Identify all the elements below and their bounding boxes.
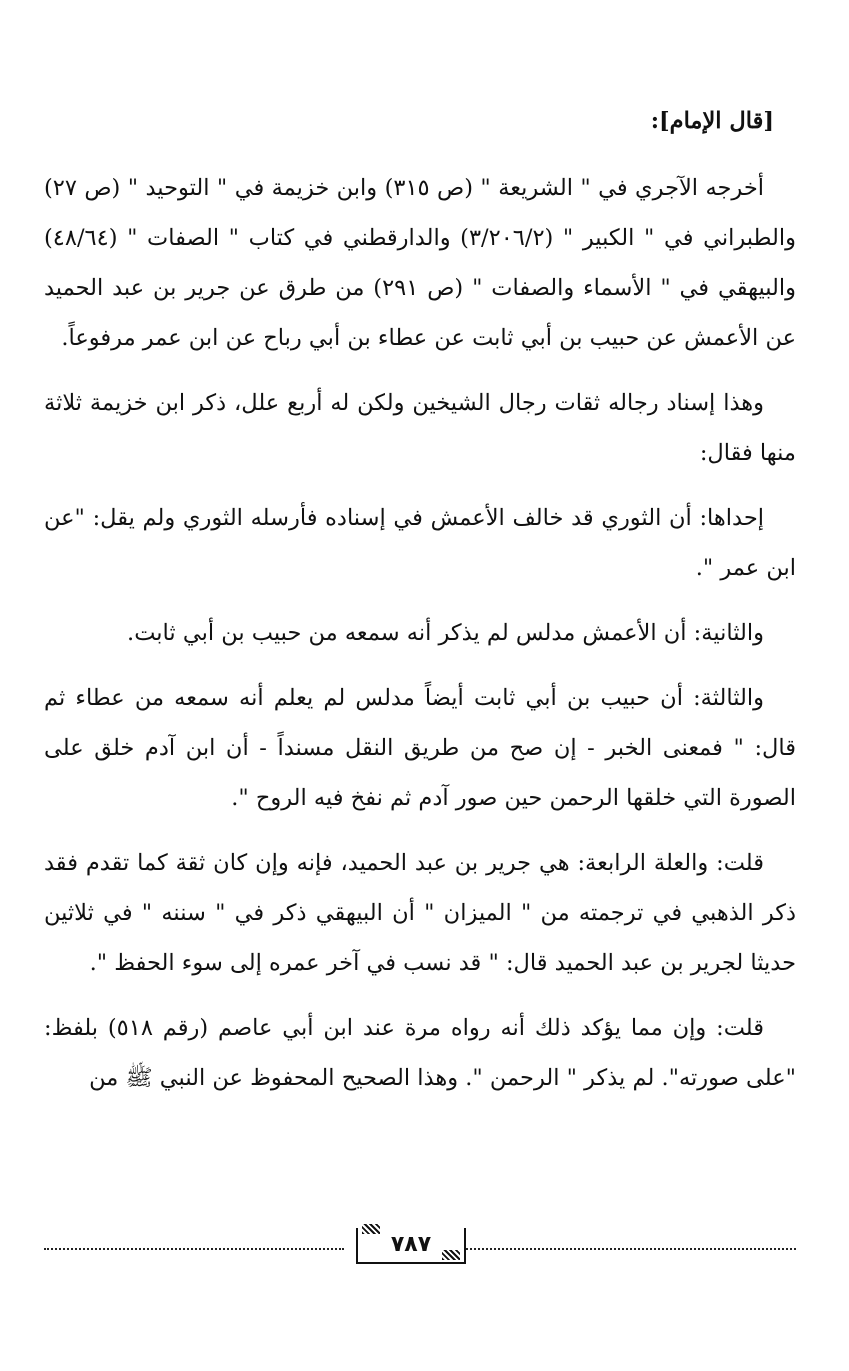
paragraph-takhrij: أخرجه الآجري في " الشريعة " (ص ٣١٥) وابن خزيمة في " التوحيد " (ص ٢٧) والطبراني في " الكبير " (٣/٢٠٦/٢) والدارقطني في كتاب " الصفات " (٤٨/٦٤) والبيهقي في " الأسماء والصفات " (ص ٢٩١) من طرق عن جرير بن عبد الحميد عن الأعمش عن حبيب بن أبي ثابت عن عطاء بن أبي رباح عن ابن عمر مرفوعاً. (44, 175, 796, 351)
paragraph-isnad: وهذا إسناد رجاله ثقات رجال الشيخين ولكن له أربع علل، ذكر ابن خزيمة ثلاثة منها فقال: (44, 390, 796, 466)
paragraph-fourth-defect: قلت: والعلة الرابعة: هي جرير بن عبد الحميد، فإنه وإن كان ثقة كما تقدم فقد ذكر الذهبي في ترجمته من " الميزان " أن البيهقي ذكر في " سننه " في ثلاثين حديثا لجرير بن عبد الحميد قال: " قد نسب في آخر عمره إلى سوء الحفظ ". (44, 850, 796, 976)
section-heading: [قال الإمام]: (650, 108, 774, 134)
page-number: ٧٨٧ (390, 1232, 432, 1257)
paragraph-confirmation: قلت: وإن مما يؤكد ذلك أنه رواه مرة عند ابن أبي عاصم (رقم ٥١٨) بلفظ: "على صورته". لم يذكر " الرحمن ". وهذا الصحيح المحفوظ عن النبي ﷺ من (44, 1015, 796, 1091)
page-number-frame (356, 1228, 466, 1264)
footer-rule-left (44, 1248, 344, 1250)
paragraph-second-defect: والثانية: أن الأعمش مدلس لم يذكر أنه سمعه من حبيب بن أبي ثابت. (127, 620, 764, 646)
paragraph-first-defect: إحداها: أن الثوري قد خالف الأعمش في إسناده فأرسله الثوري ولم يقل: "عن ابن عمر ". (44, 505, 796, 581)
ornament-icon (442, 1250, 460, 1260)
page-footer (44, 1228, 796, 1268)
footer-rule-right (466, 1248, 796, 1250)
paragraph-third-defect: والثالثة: أن حبيب بن أبي ثابت أيضاً مدلس لم يعلم أنه سمعه من عطاء ثم قال: " فمعنى الخبر - إن صح من طريق النقل مسنداً - أن ابن آدم خلق على الصورة التي خلقها الرحمن حين صور آدم ثم نفخ فيه الروح ". (44, 685, 796, 811)
page-body (44, 96, 796, 1118)
